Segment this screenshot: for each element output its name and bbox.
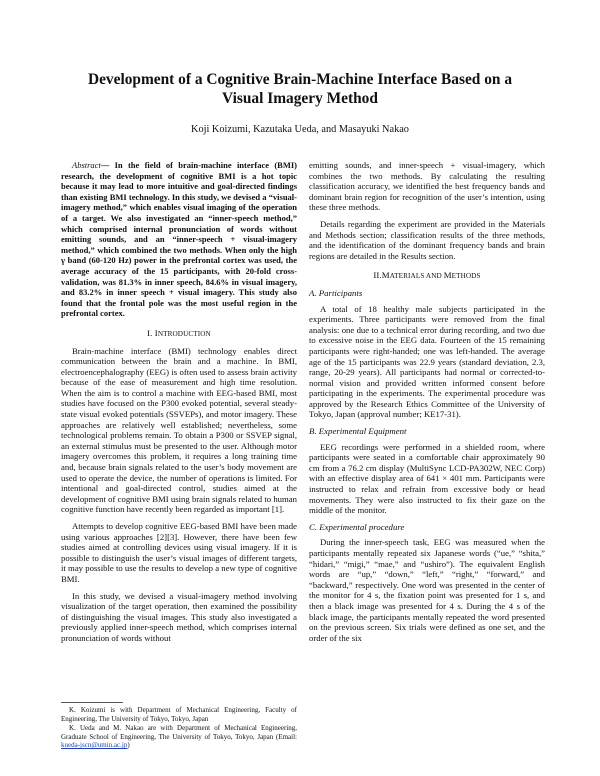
subsection-heading-procedure: C. Experimental procedure — [309, 521, 405, 532]
email-link[interactable]: kueda-jscn@umin.ac.jp — [61, 741, 128, 750]
equipment-paragraph: EEG recordings were performed in a shielded room, where participants were seated in a comfortable chair approximately 90 cm from a 76.2 cm display (MultiSync LCD-PA302W, NEC Corp) with an effective display area of 641 × 401 mm. Participants were instructed to relax and refrain from excessive body or head movements. They were also instructed to fix their gaze on the middle of the monitor. — [309, 441, 545, 516]
intro-paragraph-3: In this study, we devised a visual-imagery method involving visualization of the target operation, then examined the possibility of distinguishing the visual images. This study also investigated a previously applied inner-speech method, which comprises internal pronunciation of words without — [61, 590, 297, 643]
section-heading-introduction — [61, 328, 297, 340]
section-smallcaps: NTRODUCTION — [157, 329, 211, 338]
abstract-separator: — — [100, 160, 115, 170]
abstract — [61, 160, 297, 319]
procedure-paragraph: During the inner-speech task, EEG was measured when the participants mentally repeated six Japanese words (“ue,” “shita,” “hidari,” “migi,” “mae,” and “ushiro”). The equivalent English words are “up,” “down,” “left,” “right,” “forward,” and “backward,” respectively. One word was presented in the center of the monitor for 4 s, the fixation point was presented for 1 s, and then a black image was presented for 4 s. During the 4 s of the black image, the participants mentally repeated the word presented on the previous screen. Six trials were defined as one set, and the order of the six — [309, 537, 545, 643]
intro-paragraph-5: Details regarding the experiment are provided in the Materials and Methods section; classification results of the three methods, and the identification of the dominant frequency bands and brain regions are detailed in the Results section. — [309, 218, 545, 261]
participants-paragraph: A total of 18 healthy male subjects participated in the experiments. Three participants were removed from the final analysis: one due to a technical error during recording, and two due to excessive noise in the EEG data. Fourteen of the 15 remaining participants were right-handed; one was left-handed. The average age of the 15 participants was 22.9 years (standard deviation, 2.3, range, 20-29 years). All participants had normal or corrected-to-normal vision and provided written informed consent before participating in the experiments. The experimental procedure was approved by the Research Ethics Committee of the University of Tokyo, Japan (approval number; KE17-31). — [309, 303, 545, 420]
section-smallcaps: ATERIALS AND — [389, 272, 444, 281]
footnote-2-end: ) — [127, 741, 130, 750]
footnote-2-text: K. Ueda and M. Nakao are with Department of Mechanical Engineering, Graduate School of Engineering, The University of Tokyo, Tokyo, Japan (Email: — [61, 724, 297, 741]
section-number: II. — [373, 270, 382, 281]
footnote-2 — [61, 724, 297, 750]
abstract-text: In the field of brain-machine interface (BMI) research, the development of cognitive BMI is a hot topic because it may lead to more intuitive and goal-directed findings than existing BMI technology. In this study, we devised a “visual-imagery method,” which enables visual imaging of the operation of a target. We also investigated an “inner-speech method,” which comprised internal pronunciation of words without emitting sounds, and an “inner-speech + visual-imagery method,” which combined the two methods. When only the high γ band (60-120 Hz) power in the prefrontal cortex was used, the average accuracy of the 15 participants, with 20-fold cross-validation, was 81.3% in inner speech, 84.6% in visual imagery, and 83.2% in inner speech + visual imagery. This study also found that the frontal pole was the most useful region in the prefrontal cortex. — [61, 160, 297, 319]
intro-paragraph-4: emitting sounds, and inner-speech + visual-imagery, which combines the two methods. By calculating the resulting classification accuracy, we identified the best frequency bands and dominant brain region for recognition of the user’s intention, using these three methods. — [309, 160, 545, 213]
section-smallcaps: ETHODS — [451, 272, 481, 281]
section-initial: M — [443, 270, 452, 281]
section-initial: M — [381, 270, 390, 281]
title-line-2: Visual Imagery Method — [222, 90, 378, 107]
intro-paragraph-2: Attempts to develop cognitive EEG-based BMI have been made using various approaches [2][3]. However, there have been few studies aimed at controlling devices using visual imagery. If it is possible to distinguish the user’s visual images of different targets, it may possible to use the results to develop a new type of cognitive BMI. — [61, 521, 297, 584]
subsection-heading-equipment: B. Experimental Equipment — [309, 426, 407, 437]
left-column — [61, 160, 297, 650]
section-heading-methods — [309, 270, 545, 282]
footnote-1: K. Koizumi is with Department of Mechanical Engineering, Faculty of Engineering, The University of Tokyo, Tokyo, Japan — [61, 706, 297, 723]
section-initial: I — [154, 327, 158, 338]
author-list: Koji Koizumi, Kazutaka Ueda, and Masayuki Nakao — [191, 124, 409, 135]
footnote-rule — [61, 702, 123, 703]
paper-title — [60, 70, 540, 108]
abstract-label: Abstract — [72, 160, 101, 170]
title-line-1: Development of a Cognitive Brain-Machine Interface Based on a — [87, 71, 513, 88]
section-number: I. — [147, 327, 155, 338]
intro-paragraph-1: Brain-machine interface (BMI) technology enables direct communication between the brain and a machine. In BMI, electroencephalography (EEG) is often used to assess brain activity because of the ease of measurement and high time resolution. When the aim is to control a machine with EEG-based BMI, most studies have focused on the P300 evoked potential, several steady-state visual evoked potentials (SSVEPs), and motor imagery. These approaches are relatively well established; nevertheless, some technological problems remain. To obtain a P300 or SSVEP signal, an external stimulus must be presented to the user. Although motor imagery overcomes this problem, it requires a long training time and, because brain signals related to the user’s body movement are used to operate the device, the number of operations is limited. For intentional and goal-directed control, studies aimed at the development of cognitive BMI using brain signals related to human cognitive function have recently been regarded as important [1]. — [61, 345, 297, 515]
right-column — [309, 160, 545, 649]
footnotes — [61, 702, 297, 751]
subsection-heading-participants: A. Participants — [309, 287, 363, 298]
